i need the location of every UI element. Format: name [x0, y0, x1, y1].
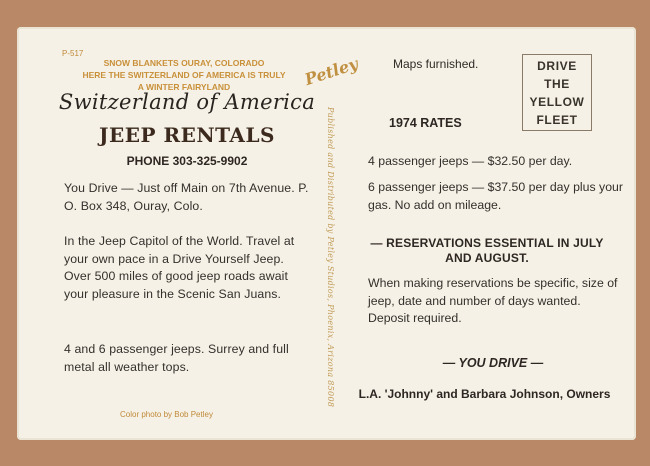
caption-line: A WINTER FAIRYLAND	[137, 82, 231, 92]
caption-line: HERE THE SWITZERLAND OF AMERICA IS TRULY	[82, 70, 286, 80]
caption-line: SNOW BLANKETS OURAY, COLORADO	[103, 58, 265, 68]
description-paragraph: In the Jeep Capitol of the World. Travel at your own pace in a Drive Yourself Jeep. Over 500 miles of good jeep roads await your pleasure in the Scenic San Juans.	[64, 234, 295, 301]
owners-line: L.A. 'Johnny' and Barbara Johnson, Owners	[358, 387, 611, 401]
address-paragraph: You Drive — Just off Main on 7th Avenue. P. O. Box 348, Ouray, Colo.	[64, 181, 309, 213]
rates-title: 1974 RATES	[389, 116, 462, 130]
maps-note: Maps furnished.	[393, 57, 479, 71]
reservations-heading: — RESERVATIONS ESSENTIAL IN JULY AND AUGUST.	[370, 236, 604, 265]
publisher-line: Published and Distributed by Petley Studios, Phoenix, Arizona 85008	[326, 107, 335, 408]
phone-number: PHONE 303-325-9902	[126, 154, 248, 168]
photo-credit: Color photo by Bob Petley	[120, 410, 213, 419]
fleet-paragraph: 4 and 6 passenger jeeps. Surrey and full metal all weather tops.	[64, 342, 289, 374]
rate-4-passenger: 4 passenger jeeps — $32.50 per day.	[368, 154, 573, 168]
card-code: P-517	[62, 49, 84, 58]
postcard-back	[17, 27, 636, 440]
publisher-logo: Petley	[302, 54, 361, 89]
you-drive-slogan: — YOU DRIVE —	[442, 356, 544, 370]
reservation-details: When making reservations be specific, size of jeep, date and number of days wanted. Deposit required.	[368, 276, 618, 325]
stamp-box	[522, 54, 592, 131]
stamp-line: DRIVE	[537, 58, 577, 73]
stamp-line: FLEET	[536, 112, 578, 127]
rate-6-passenger: 6 passenger jeeps — $37.50 per day plus your gas. No add on mileage.	[368, 180, 623, 212]
stamp-line: THE	[544, 76, 570, 91]
photo-caption	[64, 57, 304, 93]
page-title: JEEP RENTALS	[99, 123, 275, 147]
script-title: Switzerland of America	[58, 90, 316, 114]
stamp-line: YELLOW	[529, 94, 585, 109]
